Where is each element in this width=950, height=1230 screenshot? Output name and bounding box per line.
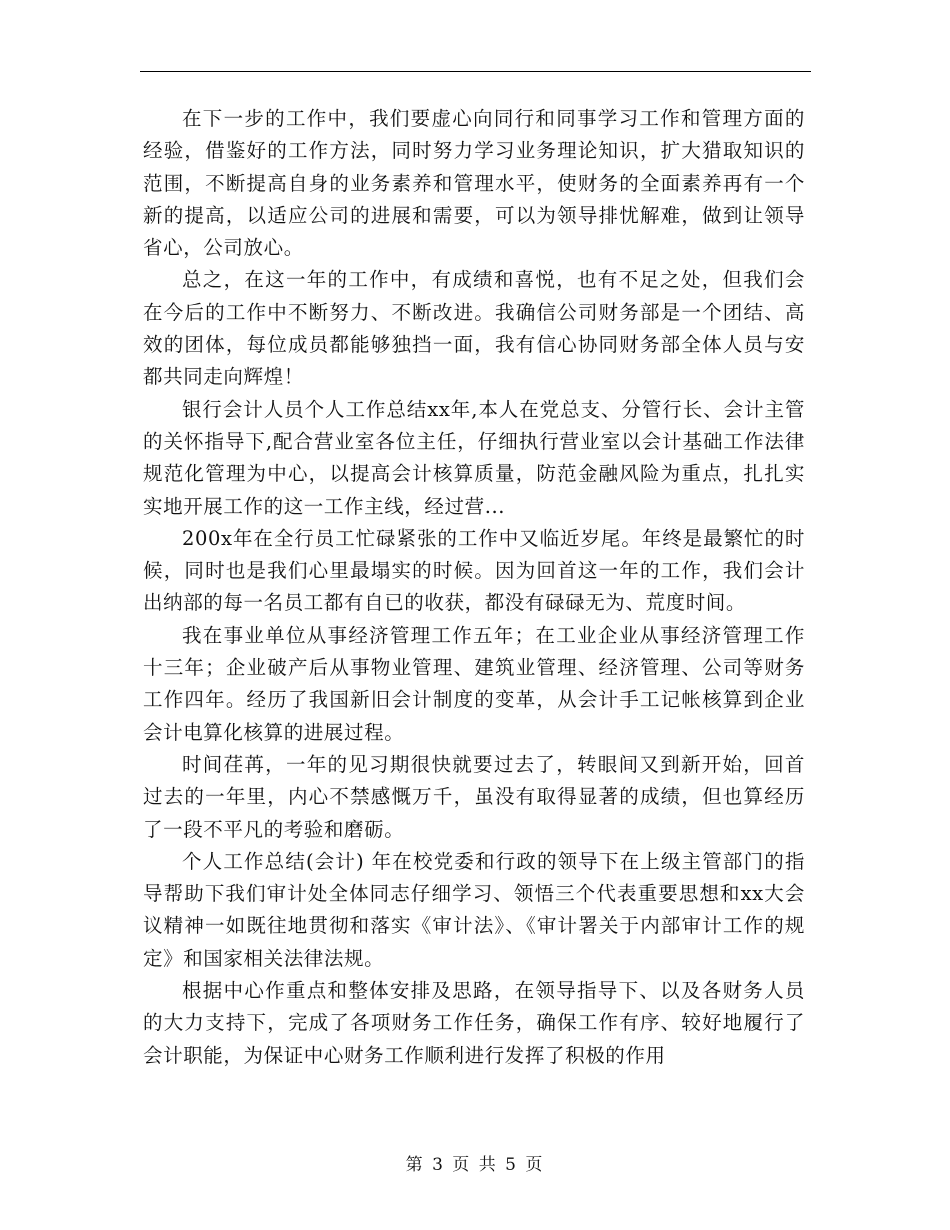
page-number-footer: 第 3 页 共 5 页 <box>405 1155 545 1175</box>
document-body <box>143 103 805 1072</box>
header-rule <box>140 71 811 72</box>
paragraph-5: 我在事业单位从事经济管理工作五年；在工业企业从事经济管理工作十三年；企业破产后从事物业管理、建筑业管理、经济管理、公司等财务工作四年。经历了我国新旧会计制度的变革，从会计手工记帐核算到企业会计电算化核算的进展过程。 <box>143 623 805 744</box>
paragraph-6: 时间荏苒，一年的见习期很快就要过去了，转眼间又到新开始，回首过去的一年里，内心不禁感慨万千，虽没有取得显著的成绩，但也算经历了一段不平凡的考验和磨砺。 <box>143 752 805 841</box>
paragraph-3: 银行会计人员个人工作总结xx年,本人在党总支、分管行长、会计主管的关怀指导下,配合营业室各位主任，仔细执行营业室以会计基础工作法律规范化管理为中心，以提高会计核算质量，防范金融风险为重点，扎扎实实地开展工作的这一工作主线，经过营... <box>143 397 805 518</box>
paragraph-2: 总之，在这一年的工作中，有成绩和喜悦，也有不足之处，但我们会在今后的工作中不断努力、不断改进。我确信公司财务部是一个团结、高效的团体，每位成员都能够独挡一面，我有信心协同财务部全体人员与安都共同走向辉煌！ <box>143 268 805 389</box>
paragraph-1: 在下一步的工作中，我们要虚心向同行和同事学习工作和管理方面的经验，借鉴好的工作方法，同时努力学习业务理论知识，扩大猎取知识的范围，不断提高自身的业务素养和管理水平，使财务的全面素养再有一个新的提高，以适应公司的进展和需要，可以为领导排忧解难，做到让领导省心，公司放心。 <box>143 107 805 260</box>
paragraph-8: 根据中心作重点和整体安排及思路，在领导指导下、以及各财务人员的大力支持下，完成了各项财务工作任务，确保工作有序、较好地履行了会计职能，为保证中心财务工作顺利进行发挥了积极的作用 <box>143 979 805 1067</box>
paragraph-7: 个人工作总结(会计) 年在校党委和行政的领导下在上级主管部门的指导帮助下我们审计处全体同志仔细学习、领悟三个代表重要思想和xx大会议精神一如既往地贯彻和落实《审计法》、《审计署关于内部审计工作的规定》和国家相关法律法规。 <box>143 849 805 970</box>
paragraph-4: 200x年在全行员工忙碌紧张的工作中又临近岁尾。年终是最繁忙的时候，同时也是我们心里最塌实的时候。因为回首这一年的工作，我们会计出纳部的每一名员工都有自已的收获，都没有碌碌无为、荒度时间。 <box>143 526 805 615</box>
